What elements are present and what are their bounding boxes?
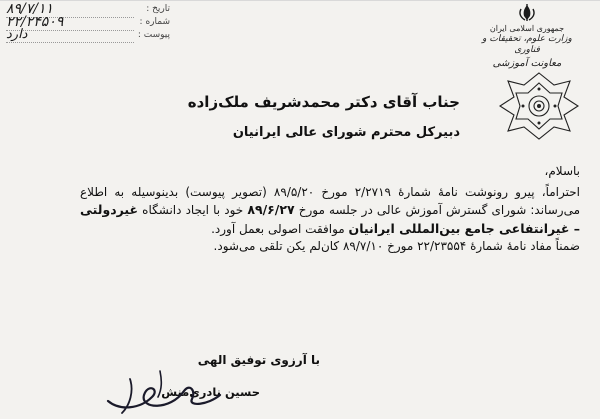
attachment-label: پیوست : <box>137 30 170 40</box>
number-value: ۲۲/۲۴۵۰۹ <box>6 14 134 31</box>
paragraph-main-start: احتراماً، پیرو رونوشت نامهٔ شمارهٔ ۲/۲۷۱۹ مورخ ۸۹/۵/۲۰ (تصویر پیوست) بدینوسیله به اطلاع می‌رساند: شورای گسترش آموزش عالی در جلسه مورخ <box>80 184 581 217</box>
attachment-row <box>6 29 174 42</box>
closing-line: با آرزوی توفیق الهی <box>197 353 320 367</box>
letter-meta <box>6 3 174 42</box>
paragraph-main <box>80 184 580 239</box>
letterhead-ornament-icon <box>498 71 580 141</box>
paragraph-main-mid: خود با ایجاد دانشگاه <box>138 203 248 217</box>
letterhead-country: جمهوری اسلامی ایران <box>489 24 565 33</box>
recipient-title: دبیرکل محترم شورای عالی ایرانیان <box>232 125 460 140</box>
recipient-block <box>120 93 460 140</box>
paragraph-cancellation: ضمناً مفاد نامهٔ شمارهٔ ۲۲/۲۳۵۵۴ مورخ ۸۹/۷/۱۰ کان‌لم یکن تلقی می‌شود. <box>213 239 580 253</box>
handwritten-signature <box>100 361 240 417</box>
letterhead <box>472 3 582 69</box>
paragraph-main-end: موافقت اصولی بعمل آورد. <box>211 221 349 236</box>
number-label: شماره : <box>139 17 170 27</box>
meeting-date: ۸۹/۶/۲۷ <box>247 202 295 217</box>
islamic-republic-emblem-icon <box>516 3 538 23</box>
signer-name: حسین نادری‌منش <box>161 385 260 399</box>
date-value: ۸۹/۷/۱۱ <box>6 1 134 18</box>
letterhead-ministry: وزارت علوم، تحقیقات و فناوری <box>482 34 572 55</box>
attachment-value: دارد <box>6 27 134 43</box>
greeting: باسلام، <box>544 164 580 178</box>
letterhead-deputy: معاونت آموزشی <box>492 58 562 69</box>
letter-body <box>80 163 580 256</box>
recipient-name: جناب آقای دکتر محمدشریف ملک‌زاده <box>187 93 460 111</box>
date-label: تاریخ : <box>146 4 170 14</box>
university-name: غیردولتی – غیرانتفاعی جامع بین‌المللی ایرانیان <box>80 202 580 236</box>
